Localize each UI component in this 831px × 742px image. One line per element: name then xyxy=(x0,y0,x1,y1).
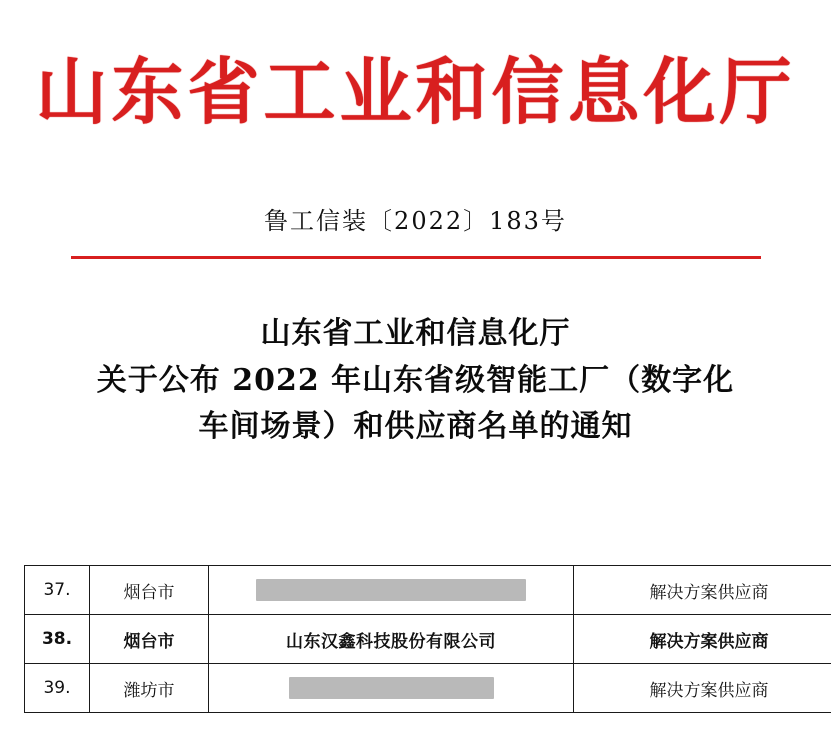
notice-title-line-2: 关于公布 2022 年山东省级智能工厂（数字化 xyxy=(96,362,735,398)
redaction-bar xyxy=(289,677,494,699)
row-city: 烟台市 xyxy=(90,615,209,664)
row-supplier-type: 解决方案供应商 xyxy=(574,566,831,615)
masthead xyxy=(0,0,831,134)
red-divider-rule xyxy=(71,256,761,259)
notice-title xyxy=(86,311,746,451)
table-row xyxy=(25,615,831,664)
row-index: 38. xyxy=(25,615,90,664)
row-company-name xyxy=(209,566,574,615)
row-supplier-type: 解决方案供应商 xyxy=(574,615,831,664)
issuing-authority-title: 山东省工业和信息化厅 xyxy=(35,49,796,134)
table-row xyxy=(25,566,831,615)
supplier-list-table xyxy=(24,565,831,713)
redaction-bar xyxy=(256,579,526,601)
row-company-name: 山东汉鑫科技股份有限公司 xyxy=(209,615,574,664)
supplier-list-table-wrap xyxy=(24,565,808,713)
row-city: 潍坊市 xyxy=(90,664,209,713)
row-index: 39. xyxy=(25,664,90,713)
notice-title-line-3: 车间场景）和供应商名单的通知 xyxy=(198,409,633,445)
row-index: 37. xyxy=(25,566,90,615)
row-supplier-type: 解决方案供应商 xyxy=(574,664,831,713)
table-row xyxy=(25,664,831,713)
row-city: 烟台市 xyxy=(90,566,209,615)
document-number: 鲁工信装〔2022〕183号 xyxy=(264,207,567,236)
notice-title-line-1: 山东省工业和信息化厅 xyxy=(260,316,571,352)
row-company-name xyxy=(209,664,574,713)
